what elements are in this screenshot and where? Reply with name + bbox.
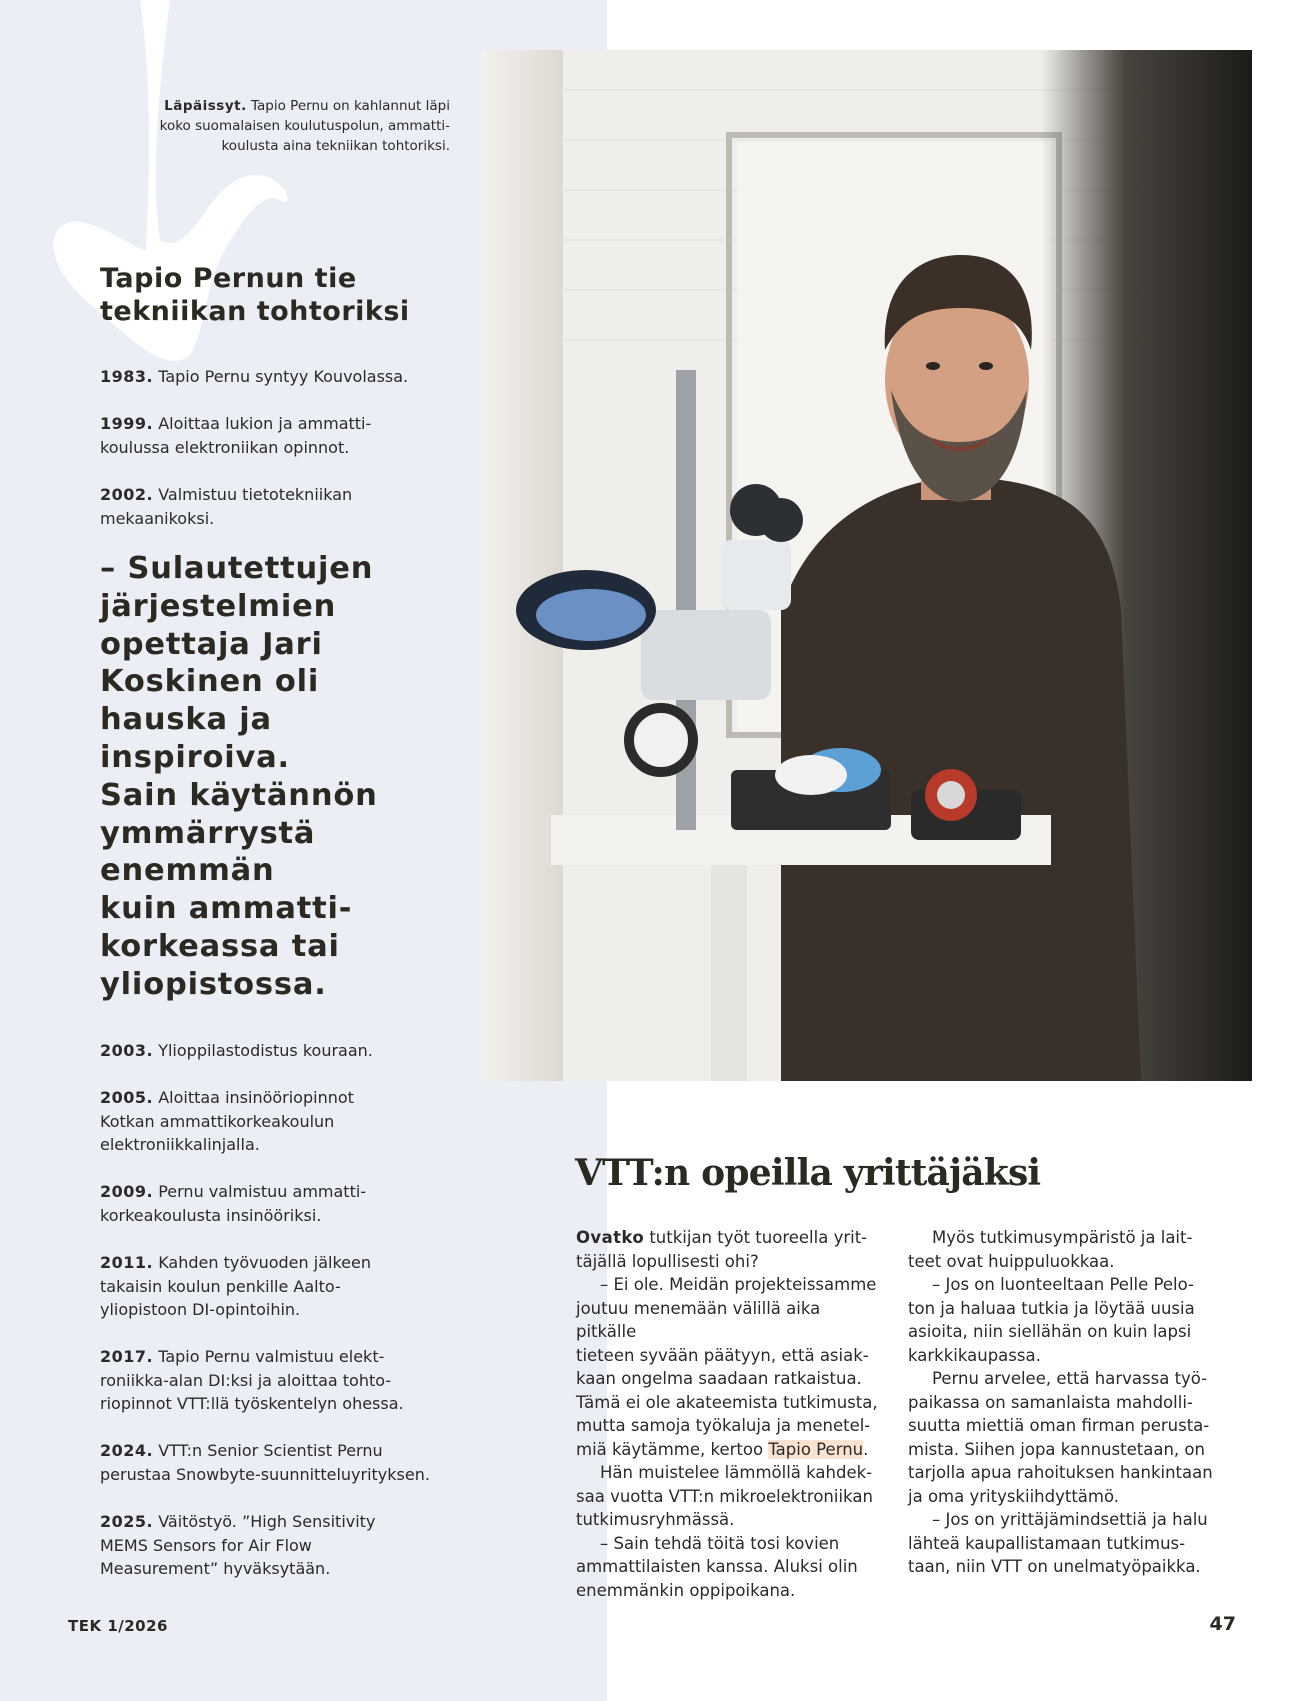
timeline-text: yliopistoon DI-opintoihin. [100,1300,301,1319]
pull-quote [100,550,420,1004]
timeline-year: 2005. [100,1088,154,1107]
timeline-entry [100,1039,440,1063]
issue-label: TEK 1/2026 [68,1617,168,1635]
text-line: – Jos on luonteeltaan Pelle Pelo- [932,1275,1194,1294]
timeline-year: 2025. [100,1512,154,1531]
quote-line: enemmän [100,853,275,889]
timeline-text: Väitöstyö. ”High Sensitivity [158,1512,376,1531]
text-line: ton ja haluaa tutkia ja löytää uusia [908,1298,1195,1318]
timeline-text: Pernu valmistuu ammatti- [158,1182,367,1201]
text-line: tarjolla apua rahoituksen hankintaan [908,1463,1213,1482]
text-line: kaan ongelma saadaan ratkaistua. [576,1369,862,1388]
caption-lead: Läpäissyt. [164,98,247,114]
timeline-year: 2009. [100,1182,154,1201]
portrait-photo [481,50,1252,1081]
timeline-text: Ylioppilastodistus kouraan. [158,1041,373,1060]
quote-line: kuin ammatti- [100,891,353,927]
highlighted-name: Tapio Pernu [768,1439,864,1459]
text-line [576,1438,881,1462]
timeline-entry [100,1180,440,1227]
text-line: teet ovat huippuluokkaa. [908,1251,1115,1271]
timeline-entry [100,1345,440,1416]
text-line: saa vuotta VTT:n mikroelektroniikan [576,1486,873,1506]
text-line: – Ei ole. Meidän projekteissamme [600,1275,877,1294]
timeline-entry [100,1086,440,1157]
text-line: asioita, niin siellähän on kuin lapsi [908,1322,1192,1341]
timeline-year: 2002. [100,485,154,504]
photo-caption [100,96,450,156]
caption-line-1: Tapio Pernu on kahlannut läpi [251,98,450,114]
text-line: tutkijan työt tuoreella yrit- [649,1228,868,1247]
timeline-entry [100,483,440,530]
timeline-text: Measurement” hyväksytään. [100,1559,331,1578]
portrait-photo-illustration [481,50,1252,1081]
timeline-year: 2011. [100,1253,154,1272]
timeline-year: 1983. [100,367,154,386]
timeline-text: VTT:n Senior Scientist Pernu [158,1441,383,1460]
text-line: lähteä kaupallistamaan tutkimus- [908,1533,1186,1553]
timeline-text: Tapio Pernu syntyy Kouvolassa. [158,367,409,386]
timeline-text: perustaa Snowbyte-suunnitteluyrityksen. [100,1464,430,1484]
timeline-text: Aloittaa insinööriopinnot [158,1088,354,1107]
text-line: mista. Siihen jopa kannustetaan, on [908,1439,1205,1459]
text-line: tutkimusryhmässä. [576,1510,735,1529]
timeline-text: Kotkan ammattikorkeakoulun [100,1111,335,1131]
timeline-year: 1999. [100,414,154,433]
article-column-1 [576,1226,881,1602]
timeline-text: Valmistuu tietotekniikan [158,485,353,504]
text-line: Hän muistelee lämmöllä kahdek- [600,1463,873,1482]
text-line: – Jos on yrittäjämindsettiä ja halu [932,1510,1208,1529]
timeline-text: mekaanikoksi. [100,508,215,528]
timeline-year: 2017. [100,1347,154,1366]
timeline-entry [100,1251,440,1322]
text-line: joutuu menemään välillä aika pitkälle [576,1298,821,1341]
page-number: 47 [1209,1613,1236,1635]
text-line: paikassa on samanlaista mahdolli- [908,1392,1193,1412]
timeline-entry [100,1439,440,1486]
timeline-text: Aloittaa lukion ja ammatti- [158,414,372,433]
timeline-text: riopinnot VTT:llä työskentelyn ohessa. [100,1394,404,1413]
timeline-text: MEMS Sensors for Air Flow [100,1535,312,1555]
text-line: ammattilaisten kanssa. Aluksi olin [576,1557,858,1576]
timeline-text: elektroniikkalinjalla. [100,1135,260,1154]
text-line: Myös tutkimusympäristö ja lait- [932,1228,1193,1247]
text-line: täjällä lopullisesti ohi? [576,1251,759,1271]
text-line: ja oma yrityskiihdyttämö. [908,1486,1120,1506]
text-line: suutta miettiä oman firman perusta- [908,1416,1210,1435]
quote-line: yliopistossa. [100,966,327,1002]
timeline-text: Tapio Pernu valmistuu elekt- [158,1347,385,1366]
text-line: Tämä ei ole akateemista tutkimusta, [576,1392,878,1412]
quote-line: Sain käytännön [100,777,378,813]
quote-line: hauska ja [100,702,272,738]
text-line: Pernu arvelee, että harvassa työ- [932,1369,1208,1388]
quote-line: inspiroiva. [100,739,290,775]
text-line: karkkikaupassa. [908,1345,1041,1365]
text-span: . [863,1439,869,1459]
text-span: miä käytämme, kertoo [576,1439,769,1459]
timeline-year: 2003. [100,1041,154,1060]
quote-line: korkeassa tai [100,928,340,964]
timeline-text: Kahden työvuoden jälkeen [158,1253,371,1272]
quote-line: opettaja Jari [100,626,323,662]
timeline-year: 2024. [100,1441,154,1460]
quote-line: ymmärrystä [100,815,316,851]
text-line: taan, niin VTT on unelmatyöpaikka. [908,1557,1201,1576]
timeline-entry [100,1510,440,1581]
paragraph [576,1226,881,1250]
article-title: VTT:n opeilla yrittäjäksi [575,1152,1041,1194]
text-line: – Sain tehdä töitä tosi kovien [600,1533,840,1553]
timeline-title-line-2: tekniikan tohtoriksi [100,296,410,327]
timeline-entry [100,365,440,389]
text-line: enemmänkin oppipoikana. [576,1580,796,1600]
text-line: mutta samoja työkaluja ja menetel- [576,1416,871,1435]
timeline-entry [100,412,440,459]
caption-line-2: koko suomalaisen koulutuspolun, ammatti- [159,118,450,134]
article-column-2 [908,1226,1213,1579]
quote-line: – Sulautettujen [100,551,374,586]
quote-line: järjestelmien [100,588,337,624]
timeline-text: korkeakoulusta insinööriksi. [100,1205,322,1225]
timeline-text: koulussa elektroniikan opinnot. [100,437,350,457]
timeline-title [100,262,460,328]
timeline-text: roniikka-alan DI:ksi ja aloittaa tohto- [100,1370,392,1390]
caption-line-3: koulusta aina tekniikan tohtoriksi. [221,138,450,154]
lead-in: Ovatko [576,1228,645,1247]
text-line: tieteen syvään päätyyn, että asiak- [576,1345,869,1365]
timeline-text: takaisin koulun penkille Aalto- [100,1276,341,1296]
quote-line: Koskinen oli [100,664,320,700]
timeline-title-line-1: Tapio Pernun tie [100,263,357,294]
